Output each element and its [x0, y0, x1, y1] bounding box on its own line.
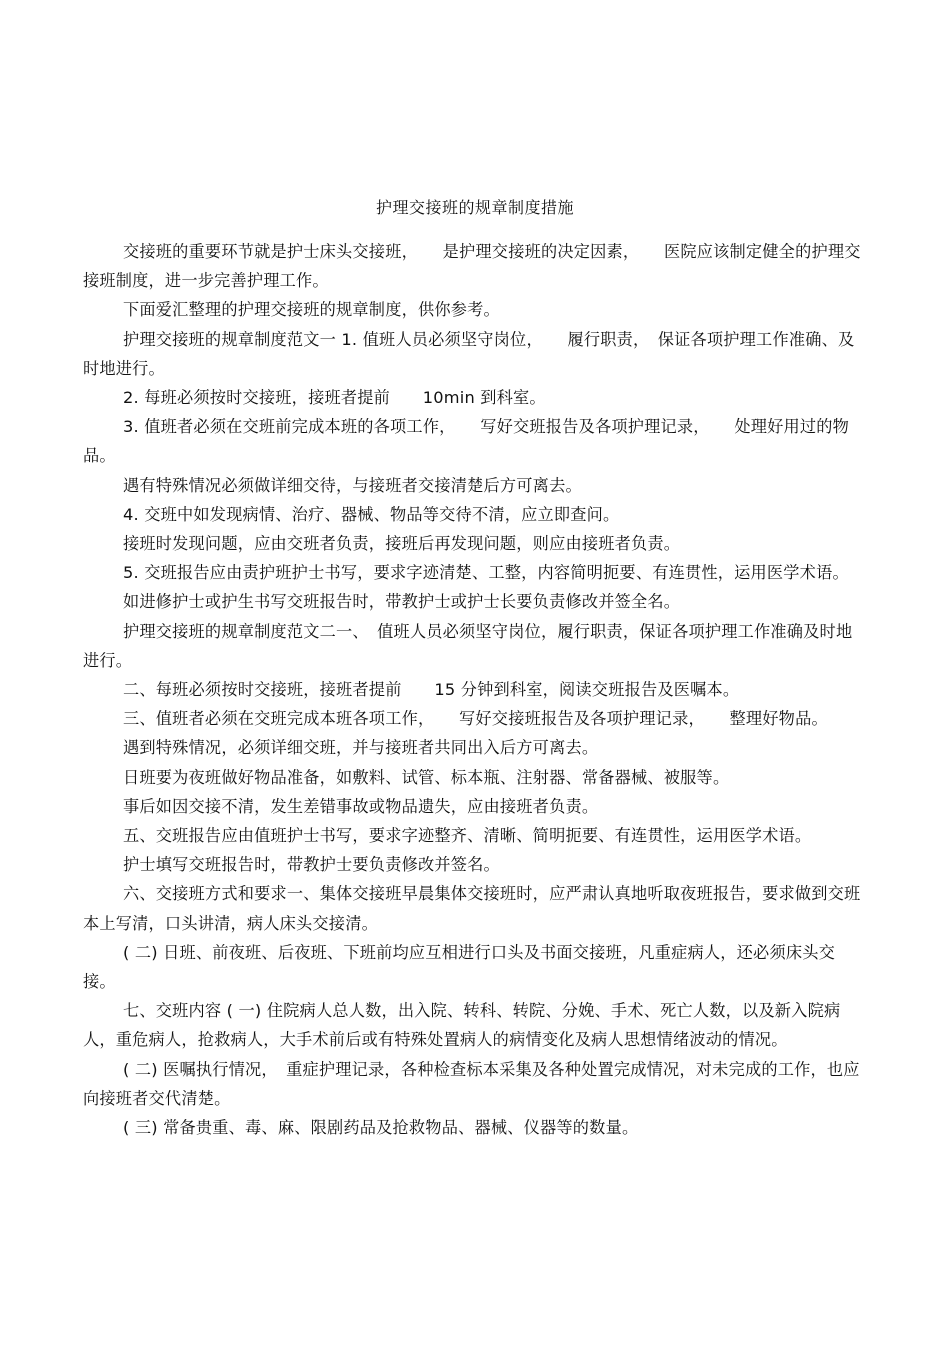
document-title: 护理交接班的规章制度措施	[375, 198, 574, 217]
paragraph: 五、交班报告应由值班护士书写，要求字迹整齐、清晰、简明扼要、有连贯性，运用医学术语。	[123, 826, 812, 846]
paragraph: 2. 每班必须按时交接班，接班者提前 10min 到科室。	[123, 388, 546, 408]
paragraph: 5. 交班报告应由责护班护士书写，要求字迹清楚、工整，内容简明扼要、有连贯性，运用医学术语。	[123, 563, 849, 583]
paragraph: 护理交接班的规章制度范文二一、 值班人员必须坚守岗位，履行职责，保证各项护理工作准确及时地进行。	[83, 621, 853, 670]
paragraph: 事后如因交接不清，发生差错事故或物品遗失，应由接班者负责。	[123, 796, 599, 816]
paragraph: 3. 值班者必须在交班前完成本班的各项工作， 写好交班报告及各项护理记录， 处理好用过的物品。	[83, 417, 850, 466]
paragraph: 4. 交班中如发现病情、治疗、器械、物品等交待不清，应立即查问。	[123, 504, 620, 524]
paragraph: ( 二) 医嘱执行情况， 重症护理记录，各种检查标本采集及各种处置完成情况，对未完成的工作，也应向接班者交代清楚。	[83, 1059, 860, 1108]
paragraph: 接班时发现问题，应由交班者负责，接班后再发现问题，则应由接班者负责。	[123, 534, 681, 554]
paragraph: 遇到特殊情况，必须详细交班，并与接班者共同出入后方可离去。	[123, 738, 599, 758]
paragraph: 护理交接班的规章制度范文一 1. 值班人员必须坚守岗位， 履行职责， 保证各项护理工作准确、及时地进行。	[83, 329, 855, 378]
paragraph: 如进修护士或护生书写交班报告时，带教护士或护士长要负责修改并签全名。	[123, 592, 681, 612]
paragraph: 三、值班者必须在交班完成本班各项工作， 写好交接班报告及各项护理记录， 整理好物品。	[123, 709, 828, 729]
paragraph: ( 三) 常备贵重、毒、麻、限剧药品及抢救物品、器械、仪器等的数量。	[123, 1118, 639, 1138]
document-body	[83, 237, 863, 1142]
paragraph: 护士填写交班报告时，带教护士要负责修改并签名。	[123, 855, 500, 875]
paragraph: 六、交接班方式和要求一、集体交接班早晨集体交接班时，应严肃认真地听取夜班报告，要求做到交班本上写清，口头讲清，病人床头交接清。	[83, 884, 861, 933]
paragraph: 遇有特殊情况必须做详细交待，与接班者交接清楚后方可离去。	[123, 475, 582, 495]
paragraph: 交接班的重要环节就是护士床头交接班， 是护理交接班的决定因素， 医院应该制定健全的护理交接班制度，进一步完善护理工作。	[83, 242, 861, 291]
paragraph: 七、交班内容 ( 一) 住院病人总人数，出入院、转科、转院、分娩、手术、死亡人数，以及新入院病人，重危病人，抢救病人，大手术前后或有特殊处置病人的病情变化及病人思想情绪波动的情况。	[83, 1001, 841, 1050]
paragraph: 二、每班必须按时交接班，接班者提前 15 分钟到科室，阅读交班报告及医嘱本。	[123, 680, 740, 700]
paragraph: 下面爱汇整理的护理交接班的规章制度，供你参考。	[123, 300, 500, 320]
paragraph: ( 二) 日班、前夜班、后夜班、下班前均应互相进行口头及书面交接班，凡重症病人，还必须床头交接。	[83, 942, 835, 992]
paragraph: 日班要为夜班做好物品准备，如敷料、试管、标本瓶、注射器、常备器械、被服等。	[123, 767, 730, 787]
